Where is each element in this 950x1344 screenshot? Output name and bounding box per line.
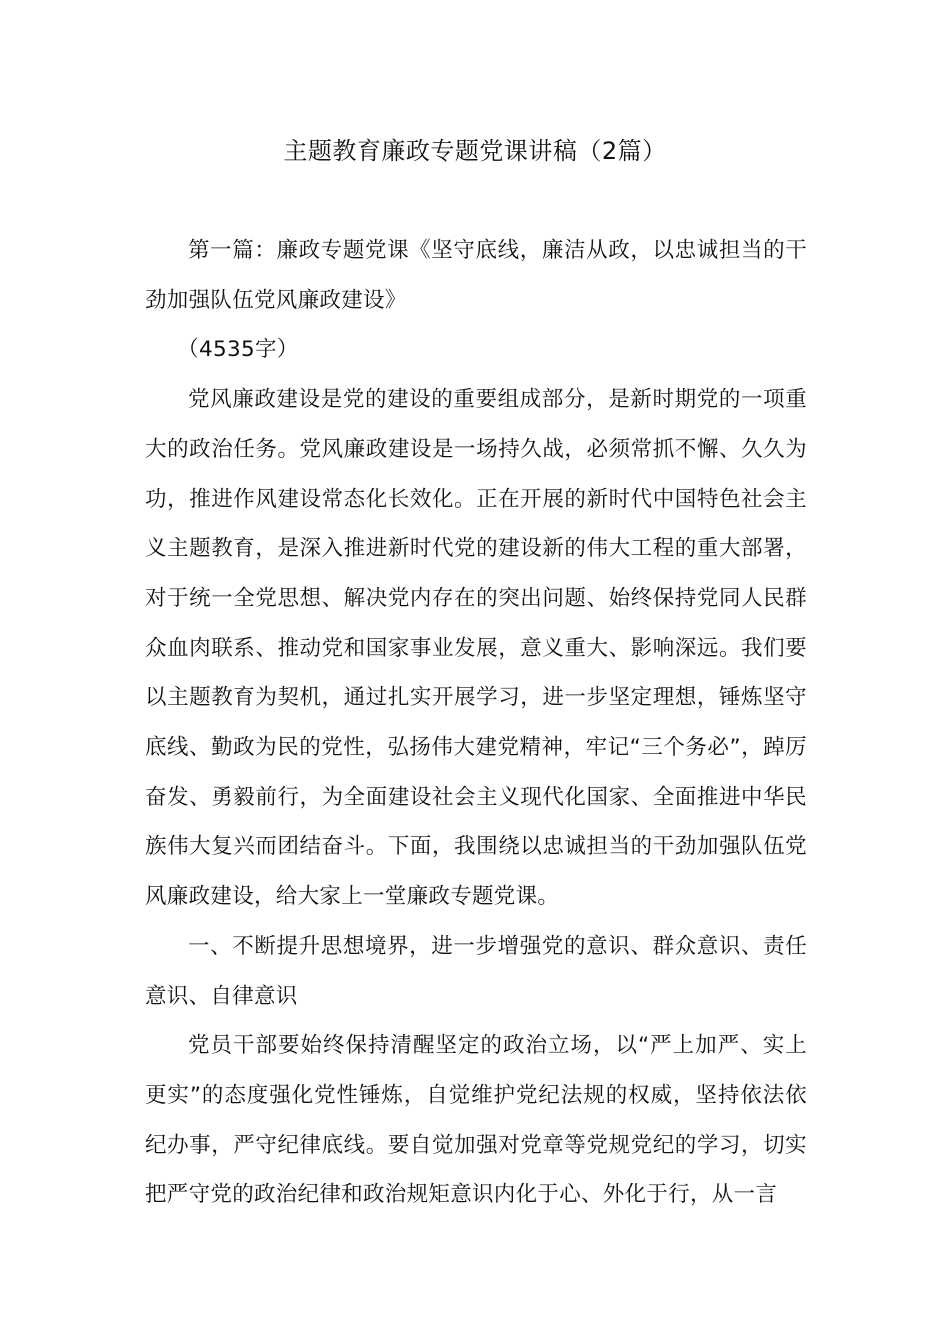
section-heading-one: 一、不断提升思想境界，进一步增强党的意识、群众意识、责任意识、自律意识 xyxy=(145,933,807,1009)
document-body xyxy=(145,226,807,1220)
section-heading-part-one: 第一篇：廉政专题党课《坚守底线，廉洁从政，以忠诚担当的干劲加强队伍党风廉政建设》 xyxy=(145,238,807,313)
document-title: 主题教育廉政专题党课讲稿（2篇） xyxy=(283,137,667,165)
body-paragraph: 党员干部要始终保持清醒坚定的政治立场，以“严上加严、实上更实”的态度强化党性锤炼，自觉维护党纪法规的权威，坚持依法依纪办事，严守纪律底线。要自觉加强对党章等党规党纪的学习，切实把严守党的政治纪律和政治规矩意识内化于心、外化于行，从一言 xyxy=(145,1033,807,1208)
word-count-note: （4535字） xyxy=(177,337,299,363)
intro-paragraph: 党风廉政建设是党的建设的重要组成部分，是新时期党的一项重大的政治任务。党风廉政建设是一场持久战，必须常抓不懈、久久为功，推进作风建设常态化长效化。正在开展的新时代中国特色社会主义主题教育，是深入推进新时代党的建设新的伟大工程的重大部署，对于统一全党思想、解决党内存在的突出问题、始终保持党同人民群众血肉联系、推动党和国家事业发展，意义重大、影响深远。我们要以主题教育为契机，通过扎实开展学习，进一步坚定理想，锤炼坚守底线、勤政为民的党性，弘扬伟大建党精神，牢记“三个务必”，踔厉奋发、勇毅前行，为全面建设社会主义现代化国家、全面推进中华民族伟大复兴而团结奋斗。下面，我围绕以忠诚担当的干劲加强队伍党风廉政建设，给大家上一堂廉政专题党课。 xyxy=(145,387,807,910)
